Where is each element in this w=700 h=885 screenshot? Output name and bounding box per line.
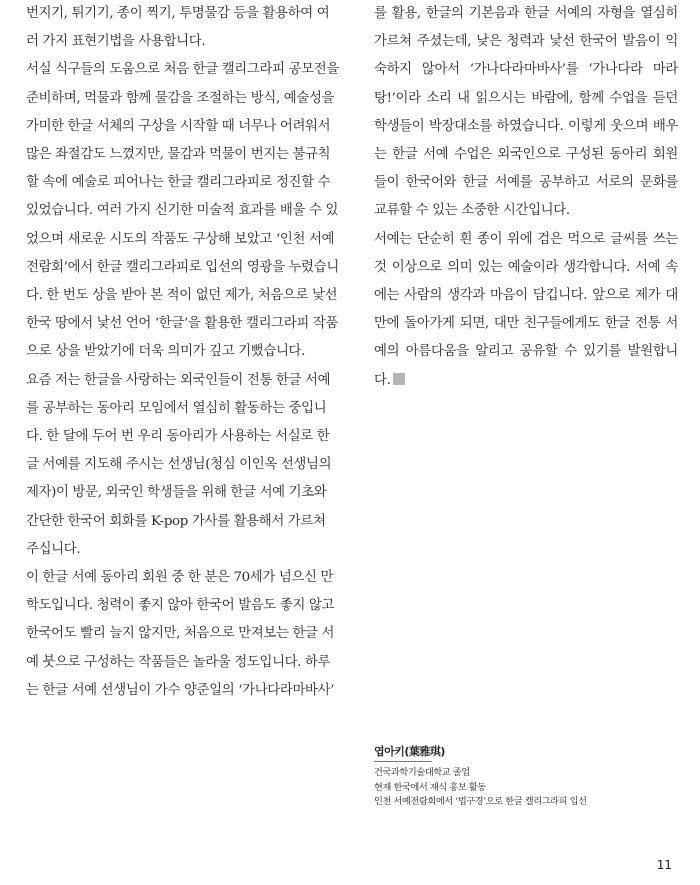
paragraph: 요즘 저는 한글을 사랑하는 외국인들이 전통 한글 서예를 공부하는 동아리 모임에서 열심히 활동하는 중입니다. 한 달에 두어 번 우리 동아리가 사용하는 서실로 한글 서예를 지도해 주시는 선생님(청심 이인옥 선생님의 제자)이 방문, 외국인 학생들을 위해 한글 서예 기초와 간단한 한국어 회화를 K-pop 가사를 활용해서 가르쳐 주십니다. <box>26 372 332 557</box>
page-number: 11 <box>656 858 672 872</box>
paragraph-text: 서예는 단순히 흰 종이 위에 검은 먹으로 글씨를 쓰는 것 이상으로 의미 있는 예술이라 생각합니다. 서예 속에는 사람의 생각과 마음이 담깁니다. 앞으로 제가 대만에 돌아가게 되면, 대만 친구들에게도 한글 전통 서예의 아름다움을 알리고 공유할 수 있기를 발원합니다. <box>374 231 678 388</box>
left-column <box>26 0 339 705</box>
author-profile <box>374 743 678 810</box>
paragraph-final <box>374 226 678 395</box>
end-mark-icon <box>393 373 405 385</box>
author-name: 엽아키(葉雅琪) <box>374 743 432 762</box>
author-bio-line: 현재 한국에서 재식 홍보 활동 <box>374 781 486 793</box>
author-bio-line: 인천 서예전람회에서 ‘법구경’으로 한글 캘리그라피 입선 <box>374 796 587 808</box>
paragraph: 서실 식구들의 도움으로 처음 한글 캘리그라피 공모전을 준비하며, 먹물과 함께 물감을 조절하는 방식, 예술성을 가미한 한글 서체의 구상을 시작할 때 너무나 어려워서 많은 좌절감도 느꼈지만, 물감과 먹물이 번지는 불규칙할 속에 예술로 피어나는 한글 캘리그라피로 정진할 수 있었습니다. 여러 가지 신기한 미술적 효과를 배울 수 있었으며 새로운 시도의 작품도 구상해 보았고 ‘인천 서예 전람회’에서 한글 캘리그라피로 입선의 영광을 누렸습니다. 한 번도 상을 받아 본 적이 없던 제가, 처음으로 낯선 한국 땅에서 낯선 언어 ‘한글’을 활용한 캘리그라피 작품으로 상을 받았기에 더욱 의미가 깊고 기뻤습니다. <box>26 62 339 360</box>
author-bio-line: 건국과학기술대학교 졸업 <box>374 767 470 778</box>
right-column <box>374 0 678 395</box>
paragraph: 이 한글 서예 동아리 회원 중 한 분은 70세가 넘으신 만학도입니다. 청력이 좋지 않아 한국어 발음도 좋지 않고 한국어도 빨리 늘지 않지만, 처음으로 만져보는 한글 서예 붓으로 구성하는 작품들은 놀라울 정도입니다. 하루는 한글 서예 선생님이 가수 양준일의 ‘가나다라마바사’ <box>26 570 335 698</box>
paragraph: 를 활용, 한글의 기본음과 한글 서예의 자형을 열심히 가르쳐 주셨는데, 낮은 청력과 낯선 한국어 발음이 익숙하지 않아서 ‘가나다라마바사’를 ‘가나다라 마라탕!’이라 소리 내 읽으시는 바람에, 함께 수업을 듣던 학생들이 박장대소를 하였습니다. 이렇게 웃으며 배우는 한글 서예 수업은 외국인으로 구성된 동아리 회원들이 한국어와 한글 서예를 공부하고 서로의 문화를 교류할 수 있는 소중한 시간입니다. <box>374 6 678 219</box>
paragraph: 번지기, 튀기기, 종이 찍기, 투명물감 등을 활용하여 여러 가지 표현기법을 사용합니다. <box>26 6 330 50</box>
